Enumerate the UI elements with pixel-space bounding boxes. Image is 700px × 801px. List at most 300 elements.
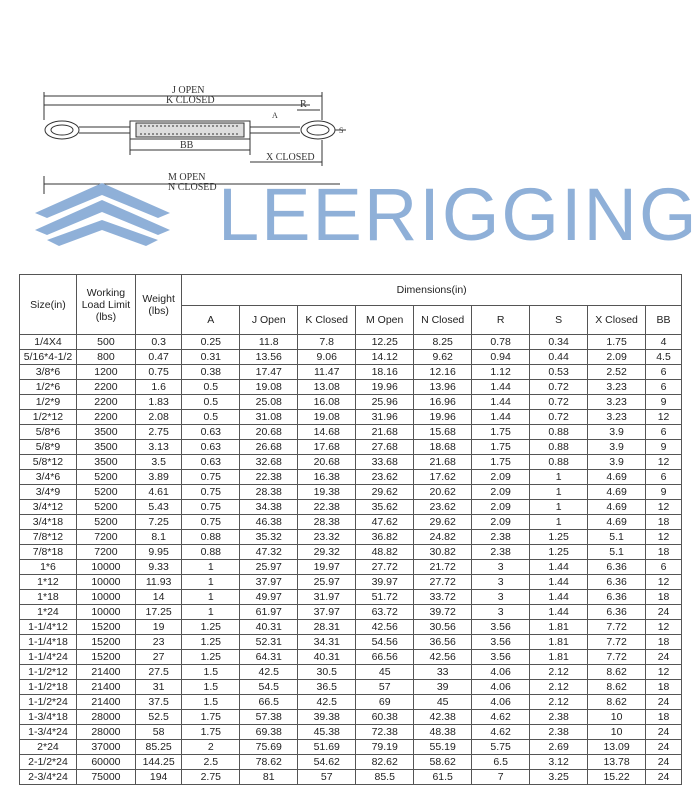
table-row (20, 770, 682, 785)
table-cell: 10000 (76, 590, 135, 605)
table-cell: 0.63 (182, 440, 240, 455)
table-cell: 7.72 (588, 635, 646, 650)
table-cell: 0.72 (530, 410, 588, 425)
table-cell: 60000 (76, 755, 135, 770)
table-cell: 24 (646, 695, 682, 710)
table-cell: 31 (135, 680, 181, 695)
table-cell: 9.33 (135, 560, 181, 575)
table-cell: 42.56 (356, 620, 414, 635)
table-cell: 2.38 (530, 725, 588, 740)
table-cell: 16.38 (298, 470, 356, 485)
table-cell: 12 (646, 455, 682, 470)
table-cell: 12 (646, 530, 682, 545)
table-cell: 22.38 (240, 470, 298, 485)
table-row (20, 620, 682, 635)
table-row (20, 350, 682, 365)
table-cell: 3500 (76, 425, 135, 440)
table-cell: 14.12 (356, 350, 414, 365)
table-cell: 0.88 (530, 440, 588, 455)
table-cell: 54.62 (298, 755, 356, 770)
table-cell: 6.5 (472, 755, 530, 770)
table-cell: 0.34 (530, 335, 588, 350)
table-cell: 0.75 (182, 470, 240, 485)
table-cell: 5200 (76, 515, 135, 530)
header-working-load-limit: Working Load Limit (lbs) (76, 275, 135, 335)
table-cell: 18 (646, 515, 682, 530)
table-cell: 2.09 (472, 515, 530, 530)
table-cell: 7200 (76, 530, 135, 545)
table-cell: 20.62 (414, 485, 472, 500)
table-cell: 11.8 (240, 335, 298, 350)
table-cell: 1-1/2*18 (20, 680, 77, 695)
table-cell: 8.62 (588, 695, 646, 710)
table-cell: 1/4X4 (20, 335, 77, 350)
table-row (20, 365, 682, 380)
table-cell: 24 (646, 755, 682, 770)
table-cell: 45.38 (298, 725, 356, 740)
table-cell: 3 (472, 560, 530, 575)
table-cell: 29.32 (298, 545, 356, 560)
table-cell: 1.81 (530, 650, 588, 665)
table-cell: 57 (298, 770, 356, 785)
table-cell: 10000 (76, 605, 135, 620)
table-cell: 25.97 (240, 560, 298, 575)
table-cell: 3 (472, 590, 530, 605)
table-cell: 17.25 (135, 605, 181, 620)
table-cell: 15.68 (414, 425, 472, 440)
table-cell: 6.36 (588, 575, 646, 590)
table-cell: 5200 (76, 485, 135, 500)
table-cell: 16.08 (298, 395, 356, 410)
table-cell: 7.8 (298, 335, 356, 350)
table-cell: 1.75 (472, 455, 530, 470)
label-m-open: M OPEN (168, 172, 206, 183)
table-cell: 1/2*12 (20, 410, 77, 425)
table-cell: 52.5 (135, 710, 181, 725)
table-cell: 42.56 (414, 650, 472, 665)
table-cell: 36.82 (356, 530, 414, 545)
table-cell: 39.97 (356, 575, 414, 590)
table-cell: 4.69 (588, 485, 646, 500)
table-cell: 2.09 (472, 485, 530, 500)
table-cell: 3.25 (530, 770, 588, 785)
table-row (20, 680, 682, 695)
table-cell: 2.09 (472, 470, 530, 485)
header-n-closed: N Closed (414, 306, 472, 335)
header-s: S (530, 306, 588, 335)
table-cell: 39.38 (298, 710, 356, 725)
table-row (20, 530, 682, 545)
table-cell: 14.68 (298, 425, 356, 440)
table-cell: 37000 (76, 740, 135, 755)
table-cell: 1.81 (530, 635, 588, 650)
table-cell: 4.06 (472, 680, 530, 695)
table-row (20, 395, 682, 410)
table-cell: 3.5 (135, 455, 181, 470)
table-cell: 15.22 (588, 770, 646, 785)
table-cell: 47.62 (356, 515, 414, 530)
table-cell: 3.9 (588, 455, 646, 470)
table-cell: 54.56 (356, 635, 414, 650)
table-cell: 3/4*12 (20, 500, 77, 515)
table-cell: 37.5 (135, 695, 181, 710)
table-cell: 85.25 (135, 740, 181, 755)
header-bb: BB (646, 306, 682, 335)
table-cell: 22.38 (298, 500, 356, 515)
table-cell: 29.62 (414, 515, 472, 530)
table-row (20, 470, 682, 485)
table-cell: 7.72 (588, 620, 646, 635)
table-cell: 12 (646, 665, 682, 680)
table-cell: 4.06 (472, 665, 530, 680)
table-row (20, 485, 682, 500)
table-cell: 34.38 (240, 500, 298, 515)
table-row (20, 710, 682, 725)
table-cell: 2.08 (135, 410, 181, 425)
table-cell: 30.5 (298, 665, 356, 680)
table-cell: 1.25 (530, 530, 588, 545)
table-cell: 4.62 (472, 725, 530, 740)
table-cell: 1.75 (472, 440, 530, 455)
brand-name: LEERIGGING (218, 173, 699, 256)
table-cell: 82.62 (356, 755, 414, 770)
specifications-table (19, 274, 682, 785)
table-cell: 11.47 (298, 365, 356, 380)
table-cell: 58 (135, 725, 181, 740)
table-cell: 12 (646, 500, 682, 515)
table-cell: 55.19 (414, 740, 472, 755)
table-cell: 0.78 (472, 335, 530, 350)
table-cell: 1 (530, 500, 588, 515)
table-row (20, 560, 682, 575)
table-cell: 2-3/4*24 (20, 770, 77, 785)
table-cell: 49.97 (240, 590, 298, 605)
table-cell: 3.9 (588, 440, 646, 455)
table-cell: 0.75 (182, 485, 240, 500)
table-cell: 13.96 (414, 380, 472, 395)
table-cell: 9.06 (298, 350, 356, 365)
table-cell: 72.38 (356, 725, 414, 740)
table-cell: 24.82 (414, 530, 472, 545)
label-k-closed: K CLOSED (166, 95, 215, 106)
table-cell: 46.38 (240, 515, 298, 530)
table-cell: 18.16 (356, 365, 414, 380)
table-row (20, 425, 682, 440)
table-cell: 24 (646, 725, 682, 740)
table-cell: 2200 (76, 410, 135, 425)
table-cell: 60.38 (356, 710, 414, 725)
table-cell: 2.38 (472, 545, 530, 560)
table-cell: 5200 (76, 470, 135, 485)
table-cell: 500 (76, 335, 135, 350)
table-cell: 0.5 (182, 410, 240, 425)
table-cell: 47.32 (240, 545, 298, 560)
table-cell: 0.75 (182, 515, 240, 530)
table-cell: 8.25 (414, 335, 472, 350)
table-cell: 3.23 (588, 395, 646, 410)
table-cell: 61.97 (240, 605, 298, 620)
table-cell: 3 (472, 605, 530, 620)
table-cell: 20.68 (298, 455, 356, 470)
table-cell: 0.25 (182, 335, 240, 350)
table-cell: 25.97 (298, 575, 356, 590)
table-cell: 31.97 (298, 590, 356, 605)
table-cell: 45 (414, 695, 472, 710)
table-cell: 9.62 (414, 350, 472, 365)
table-cell: 42.5 (298, 695, 356, 710)
table-cell: 2-1/2*24 (20, 755, 77, 770)
table-cell: 18 (646, 680, 682, 695)
table-cell: 13.08 (298, 380, 356, 395)
table-cell: 1.44 (472, 395, 530, 410)
table-row (20, 545, 682, 560)
table-cell: 2200 (76, 380, 135, 395)
table-cell: 24 (646, 605, 682, 620)
table-cell: 13.09 (588, 740, 646, 755)
table-cell: 1-1/4*24 (20, 650, 77, 665)
table-cell: 2.5 (182, 755, 240, 770)
table-cell: 5.43 (135, 500, 181, 515)
table-row (20, 725, 682, 740)
table-cell: 0.88 (530, 455, 588, 470)
table-cell: 1*24 (20, 605, 77, 620)
table-cell: 1.75 (588, 335, 646, 350)
table-cell: 1.25 (530, 545, 588, 560)
table-cell: 8.1 (135, 530, 181, 545)
table-cell: 0.3 (135, 335, 181, 350)
table-row (20, 665, 682, 680)
table-cell: 24 (646, 770, 682, 785)
table-cell: 2.12 (530, 680, 588, 695)
table-cell: 2*24 (20, 740, 77, 755)
table-cell: 18 (646, 590, 682, 605)
table-row (20, 605, 682, 620)
table-cell: 1*6 (20, 560, 77, 575)
table-cell: 11.93 (135, 575, 181, 590)
table-cell: 1-3/4*24 (20, 725, 77, 740)
table-cell: 0.72 (530, 380, 588, 395)
table-cell: 1.5 (182, 695, 240, 710)
table-cell: 3.89 (135, 470, 181, 485)
table-cell: 1200 (76, 365, 135, 380)
table-cell: 1.25 (182, 620, 240, 635)
table-cell: 48.82 (356, 545, 414, 560)
table-cell: 21400 (76, 665, 135, 680)
table-cell: 24 (646, 740, 682, 755)
header-k-closed: K Closed (298, 306, 356, 335)
table-cell: 3500 (76, 440, 135, 455)
table-cell: 0.94 (472, 350, 530, 365)
header-m-open: M Open (356, 306, 414, 335)
table-cell: 19.08 (298, 410, 356, 425)
table-row (20, 695, 682, 710)
table-cell: 27 (135, 650, 181, 665)
table-cell: 15200 (76, 620, 135, 635)
table-cell: 42.38 (414, 710, 472, 725)
table-cell: 4.69 (588, 500, 646, 515)
table-cell: 0.53 (530, 365, 588, 380)
table-cell: 1 (530, 515, 588, 530)
table-cell: 3.13 (135, 440, 181, 455)
table-cell: 3.56 (472, 620, 530, 635)
label-x-closed: X CLOSED (266, 152, 315, 163)
table-cell: 4.61 (135, 485, 181, 500)
table-cell: 5/8*9 (20, 440, 77, 455)
brand-logo-mark (35, 183, 170, 246)
table-cell: 3500 (76, 455, 135, 470)
table-cell: 23.62 (414, 500, 472, 515)
table-cell: 2.38 (530, 710, 588, 725)
table-cell: 5.1 (588, 545, 646, 560)
table-cell: 1.5 (182, 665, 240, 680)
table-cell: 31.08 (240, 410, 298, 425)
table-cell: 26.68 (240, 440, 298, 455)
table-row (20, 455, 682, 470)
table-cell: 3/8*6 (20, 365, 77, 380)
table-cell: 32.68 (240, 455, 298, 470)
table-cell: 800 (76, 350, 135, 365)
table-cell: 3.9 (588, 425, 646, 440)
table-cell: 1.44 (472, 380, 530, 395)
table-cell: 30.82 (414, 545, 472, 560)
table-cell: 28000 (76, 710, 135, 725)
table-cell: 69.38 (240, 725, 298, 740)
table-cell: 81 (240, 770, 298, 785)
table-row (20, 590, 682, 605)
table-cell: 27.5 (135, 665, 181, 680)
table-row (20, 500, 682, 515)
table-cell: 1-1/4*18 (20, 635, 77, 650)
table-cell: 16.96 (414, 395, 472, 410)
table-cell: 27.68 (356, 440, 414, 455)
table-cell: 0.63 (182, 425, 240, 440)
table-cell: 66.56 (356, 650, 414, 665)
table-cell: 3/4*9 (20, 485, 77, 500)
header-r: R (472, 306, 530, 335)
label-r: R (300, 99, 307, 110)
table-cell: 1.81 (530, 620, 588, 635)
table-cell: 66.5 (240, 695, 298, 710)
header-j-open: J Open (240, 306, 298, 335)
table-cell: 0.47 (135, 350, 181, 365)
table-cell: 9 (646, 485, 682, 500)
table-cell: 29.62 (356, 485, 414, 500)
table-cell: 10 (588, 725, 646, 740)
table-cell: 12.25 (356, 335, 414, 350)
table-cell: 23.32 (298, 530, 356, 545)
table-cell: 52.31 (240, 635, 298, 650)
table-cell: 39 (414, 680, 472, 695)
table-cell: 2.09 (472, 500, 530, 515)
table-cell: 1.5 (182, 680, 240, 695)
table-cell: 75000 (76, 770, 135, 785)
table-cell: 25.96 (356, 395, 414, 410)
table-cell: 2.09 (588, 350, 646, 365)
table-row (20, 335, 682, 350)
table-cell: 28.38 (240, 485, 298, 500)
table-cell: 9.95 (135, 545, 181, 560)
label-n-closed: N CLOSED (168, 182, 217, 193)
table-cell: 1/2*6 (20, 380, 77, 395)
table-cell: 0.72 (530, 395, 588, 410)
table-cell: 23 (135, 635, 181, 650)
table-cell: 1-1/2*24 (20, 695, 77, 710)
table-row (20, 440, 682, 455)
table-row (20, 515, 682, 530)
table-cell: 8.62 (588, 680, 646, 695)
table-cell: 2.12 (530, 665, 588, 680)
table-cell: 0.75 (182, 500, 240, 515)
table-cell: 1.44 (530, 575, 588, 590)
table-cell: 18 (646, 545, 682, 560)
table-row (20, 575, 682, 590)
label-a: A (272, 111, 278, 120)
table-cell: 1.25 (182, 635, 240, 650)
table-cell: 85.5 (356, 770, 414, 785)
table-cell: 3.12 (530, 755, 588, 770)
table-cell: 1.75 (182, 725, 240, 740)
table-cell: 1 (182, 605, 240, 620)
table-cell: 3.56 (472, 635, 530, 650)
table-cell: 1.83 (135, 395, 181, 410)
table-cell: 7.72 (588, 650, 646, 665)
table-cell: 6 (646, 560, 682, 575)
table-cell: 37.97 (298, 605, 356, 620)
table-cell: 10000 (76, 560, 135, 575)
table-cell: 5200 (76, 500, 135, 515)
header-x-closed: X Closed (588, 306, 646, 335)
table-cell: 0.5 (182, 380, 240, 395)
table-cell: 15200 (76, 635, 135, 650)
table-cell: 9 (646, 440, 682, 455)
table-cell: 21400 (76, 680, 135, 695)
table-cell: 0.88 (182, 545, 240, 560)
table-cell: 27.72 (414, 575, 472, 590)
table-cell: 7200 (76, 545, 135, 560)
table-cell: 13.56 (240, 350, 298, 365)
header-a: A (182, 306, 240, 335)
table-cell: 4.69 (588, 515, 646, 530)
table-cell: 63.72 (356, 605, 414, 620)
table-cell: 3.56 (472, 650, 530, 665)
table-cell: 19 (135, 620, 181, 635)
table-cell: 17.47 (240, 365, 298, 380)
table-cell: 1.75 (182, 710, 240, 725)
table-cell: 0.88 (182, 530, 240, 545)
table-cell: 1-1/2*12 (20, 665, 77, 680)
table-cell: 7/8*18 (20, 545, 77, 560)
label-bb: BB (180, 140, 194, 151)
table-cell: 12.16 (414, 365, 472, 380)
table-cell: 5.75 (472, 740, 530, 755)
table-row (20, 755, 682, 770)
table-cell: 9 (646, 395, 682, 410)
table-cell: 31.96 (356, 410, 414, 425)
table-cell: 64.31 (240, 650, 298, 665)
table-cell: 1 (182, 560, 240, 575)
table-cell: 1.25 (182, 650, 240, 665)
table-cell: 1.44 (530, 590, 588, 605)
table-cell: 1-3/4*18 (20, 710, 77, 725)
table-cell: 0.88 (530, 425, 588, 440)
table-cell: 19.96 (414, 410, 472, 425)
table-cell: 58.62 (414, 755, 472, 770)
table-cell: 1.6 (135, 380, 181, 395)
table-cell: 30.56 (414, 620, 472, 635)
table-cell: 28.38 (298, 515, 356, 530)
table-cell: 1.44 (530, 560, 588, 575)
table-cell: 12 (646, 410, 682, 425)
